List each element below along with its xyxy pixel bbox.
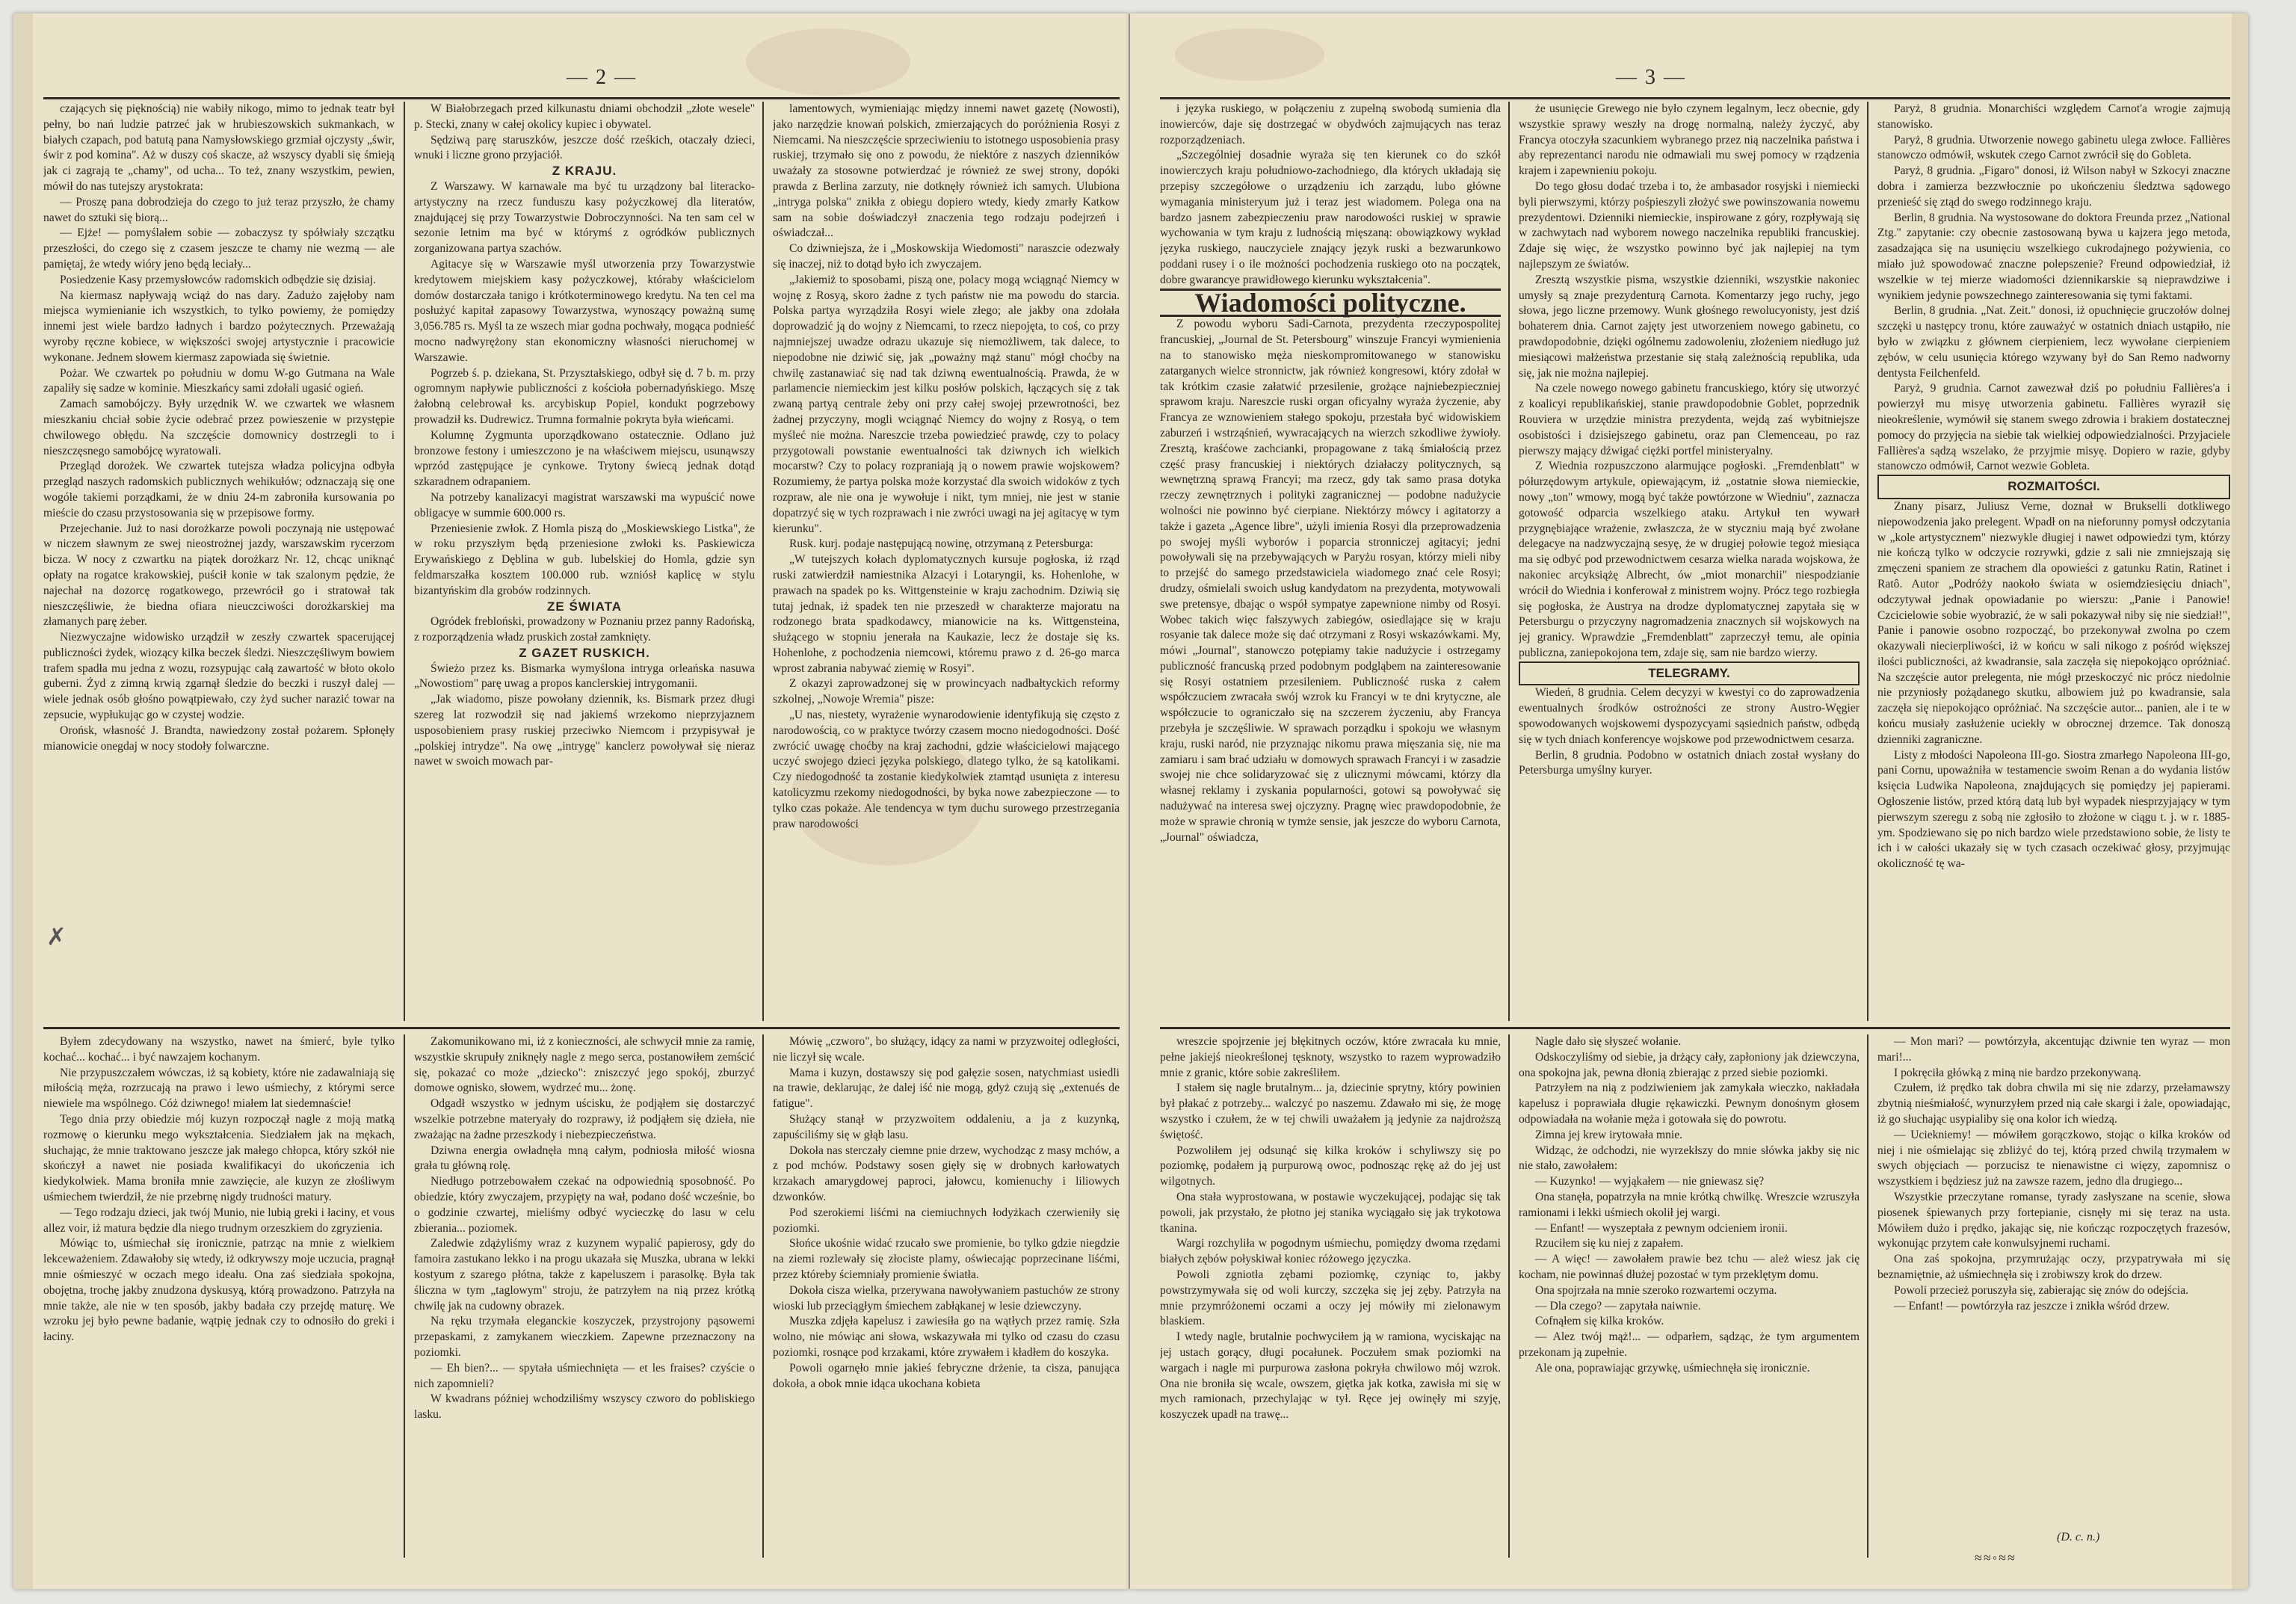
paragraph: Dziwna energia owładnęła mną całym, podniosła miłość wiosna grała tu główną rolę. <box>414 1144 755 1173</box>
paragraph: Na ręku trzymała eleganckie koszyczek, przystrojony pąsowemi przepaskami, z zamykanem wieczkiem. Zapewne przeznaczony na poziomki. <box>414 1315 755 1359</box>
header-rule <box>1160 97 2230 99</box>
section-heading: ZE ŚWIATA <box>547 599 622 614</box>
column-divider <box>1867 102 1868 1021</box>
paragraph: Niezwyczajne widowisko urządził w zeszły czwartek spacerującej publiczności żydek, wiozący kilka beczek śledzi. Nieszczęśliwym bowiem trafem spadła mu jedna z wozu, rozsypując całą zawartość w błoto okolo guberni. Żyd z zimną krwią zgarnął śledzie do beczki i ruszył dalej — wiele jednak osób głośno powątpiewało, czy żyd sucher narazić towar na zepsucie, wypłukując go w czystej wodzie. <box>43 631 395 722</box>
paragraph: Mówię „czworo", bo służący, idący za nami w przyzwoitej odległości, nie liczył się wcale. <box>773 1035 1120 1064</box>
paragraph: Ale ona, poprawiając grzywkę, uśmiechnęła się ironicznie. <box>1535 1361 1810 1375</box>
paragraph: Berlin, 8 grudnia. „Nat. Zeit." donosi, iż opuchnięcie gruczołów dolnej szczęki u następcy tronu, które zauważyć w ostatnich dniach ustąpiło, nie było w związku z głównem cierpieniem, lecz wywołane cierpieniem zębów, w celu usunięcia którego wzywany był do San Remo nadworny dentysta Feilchenfeld. <box>1877 304 2230 380</box>
paragraph: Z Warszawy. W karnawale ma być tu urządzony bal literacko-artystyczny na rzecz funduszu kasy pożyczkowej dla literatów, znajdującej się przy Towarzystwie Dobroczynności. Na ten sam cel w sezonie letnim ma być w którymś z ogródków publicznych zorganizowana partya szachów. <box>414 179 755 256</box>
left-page <box>13 13 1129 1589</box>
paragraph: Pozwoliłem jej odsunąć się kilka kroków i schyliwszy się po poziomkę, podałem ją purpurową owoc, podnosząc rękę aż do jej ust wilgotnych. <box>1160 1144 1501 1188</box>
feuilleton-column-3 <box>773 1034 1120 1558</box>
paragraph: Muszka zdjęła kapelusz i zawiesiła go na wątłych przez ramię. Szła wolno, nie mówiąc ani słowa, wskazywała mi tylko od czasu do czasu poziomki, rosnące pod krzakami, które zrywałem i kładłem do koszyka. <box>773 1315 1120 1359</box>
paragraph: wreszcie spojrzenie jej błękitnych oczów, które zwracała ku mnie, pełne jakiejś nieokreślonej tęsknoty, wszystko to razem wyprowadziło mnie z granic, które sobie zakreśliłem. <box>1160 1035 1501 1079</box>
column-divider <box>404 102 405 1021</box>
paragraph: Przejechanie. Już to nasi dorożkarze powoli poczynają nie ustępować w niczem sławnym ze swej nieostrożnej jazdy, warszawskim rycerzom bicza. W nocy z czwartku na piątek dorożkarz Nr. 12, chcąc uniknąć opłaty na rogatce krakowskiej, puścił konie w tak szalonym pędzie, że najechał na dozorcę rogatkowego, przewrócił go i stratował tak nieszczęśliwie, że biedna ofiara nieuczciwości dorożkarskiej ma złamanych parę żeber. <box>43 522 395 629</box>
paper-stain <box>1175 28 1324 81</box>
paragraph: Przegląd dorożek. We czwartek tutejsza władza policyjna odbyła przegląd naszych radomskich publicznych wehikułów; odznaczają się one wogóle takiemi porządkami, że w dniu 24-m zabroniła kursowania po mieście do czasu przystosowania się w przepisowe formy. <box>43 460 395 519</box>
paragraph: Pogrzeb ś. p. dziekana, St. Przyształskiego, odbył się d. 7 b. m. przy ogromnym napływie publiczności z kościoła pobernadyńskiego. Mszę żałobną celebrował ks. arcybiskup Popiel, kondukt pogrzebowy prowadził ks. Dudrewicz. Trumna formalnie pokryta była wieńcami. <box>414 366 755 426</box>
paragraph: Rusk. kurj. podaje następującą nowinę, otrzymaną z Petersburga: <box>789 537 1093 551</box>
feuilleton-column-2 <box>1519 1034 1860 1558</box>
column-divider <box>1508 102 1510 1021</box>
paragraph: Zresztą wszystkie pisma, wszystkie dzienniki, wszystkie nakoniec umysły są znaje prezydenturą Carnota. Komentarzy jego ruchy, jego słowa, jego liczne przemowy. Wunk głośnego rewolucyonisty, jest dziś bohaterem dnia. Carnot zajęty jest utworzeniem nowego gabinetu, co prawdopodobnie, dzięki ogólnemu zadowoleniu, złożeniem niedługo już miesiącowi małżeństwa przestanie się stałą zależnością republika, uda się, jak nie można najlepiej. <box>1519 273 1860 380</box>
paragraph: — Kuzynko! — wyjąkałem — nie gniewasz się? <box>1535 1175 1765 1188</box>
paragraph: Widząc, że odchodzi, nie wyrzekłszy do mnie słówka jakby się nic nie stało, zawołałem: <box>1519 1144 1860 1173</box>
paragraph: — Enfant! — wyszeptała z pewnym odcieniem ironii. <box>1535 1221 1788 1235</box>
paragraph: Zimna jej krew irytowała mnie. <box>1535 1128 1683 1141</box>
ink-mark-icon: ✗ <box>46 922 67 951</box>
feuilleton-column-1 <box>43 1034 395 1558</box>
paragraph: Mama i kuzyn, dostawszy się pod gałęzie sosen, natychmiast usiedli na trawie, deklarując, że dalej iść nie mogą, gdyż czują się „extenués de fatigue". <box>773 1066 1120 1111</box>
paragraph: Powoli przecież poruszyła się, zabierając się znów do odejścia. <box>1894 1283 2189 1297</box>
continuation-note: (D. c. n.) <box>2057 1531 2100 1543</box>
paragraph: I pokręciła główką z miną nie bardzo przekonywaną. <box>1894 1066 2141 1079</box>
paragraph: Pod szerokiemi liśćmi na ciemiuchnych łodyżkach czerwieniły się poziomki. <box>773 1206 1120 1235</box>
column-divider <box>762 1034 764 1558</box>
paragraph: Paryż, 9 grudnia. Carnot zawezwał dziś po południu Fallières'a i powierzył mu misyę utworzenia gabinetu. Fallières wyraził się nieokreślenie, wymówił się stanem swego zdrowia i brakiem dostatecznej pomocy do przyjęcia na siebie tak wielkiej odpowiedzialności. Przyjaciele Fallières'a sądzą wszelako, że przyjmie misyę. Dopiero w razie, gdyby stanowczo odmówił, Carnot wezwie Gobleta. <box>1877 382 2230 473</box>
column-divider <box>1508 1034 1510 1558</box>
article-column-3 <box>773 102 1120 1021</box>
paragraph: — Mon mari? — powtórzyła, akcentując dziwnie ten wyraz — mon mari!... <box>1877 1035 2230 1064</box>
paragraph: Tego dnia przy obiedzie mój kuzyn rozpoczął nagle z moją matką rozmowę o kierunku mego wykształcenia. Siedziałem jak na mękach, słuchając, że mnie traktowano jeszcze jak małego chłopca, który szkół nie skończył a nawet nie posiada kwalifikacyi do ukończenia ich kiedykolwiek. Mama broniła mnie zawzięcie, ale kuzyn ze złośliwym uśmiechem twierdził, że nie przebrnę nigdy trudności matury. <box>43 1112 395 1203</box>
section-heading: Z KRAJU. <box>552 164 617 179</box>
paragraph: — Ejże! — pomyślałem sobie — zobaczysz ty spółwiały szczątku przeszłości, do czego się z czasem jeszcze te chamy nie wezmą — ale pamiętaj, że wtedy wióry jeno będą leciały... <box>43 226 395 271</box>
paragraph: Dokoła cisza wielka, przerywana nawoływaniem pastuchów ze strony wioski lub przeciągłym śmiechem zabłąkanej w lesie dziewczyny. <box>773 1283 1120 1312</box>
paragraph: „U nas, niestety, wyrażenie wynarodowienie identyfikują się często z narodowością, co w praktyce twórzy czasem mocno niedogodności. Dość zwrócić uwagę choćby na kraj zachodni, gdzie właścicielowi mającego uczyć swojego dzieci języka polskiego, dlatego tylko, że są katolikami. Czy niedogodność ta zostanie kiedykolwiek ztamtąd usunięta z interesu katolicyzmu rzekomy niedogodności, by byka nowe zabezpieczone — to tylko czas pokaże. Ale tendencya w tym duchu surowego przestrzegania praw narodowości <box>773 709 1120 830</box>
page-number: — 2 — <box>567 66 637 89</box>
paragraph: Znany pisarz, Juliusz Verne, doznał w Brukselli dotkliwego niepowodzenia jako prelegent. Wpadł on na nieforunny pomysł odczytania w „kole artystycznem" niezwykle długiej i nawet odpowiedzi tym, którzy nie kończą tylko w odczycie rozrywki, gdzie z sali nie zmniejszają się zmęczeni spaniem ze strachem dla opowieści z gatunku Ratin, Ratinet i Ratô. Autor „Podróży naokoło świata w osiemdziesięciu dniach", odczytywał jednak opowiadanie po wierszu: „Panie i Panowie! Czcicielowie sobie wyobrazić, że w sali pokazywał niby się nie siedział!", Panie i panowie osobno rozpocząć, bo przekonywał zwolna po czem okazywali niecierpliwości, iż w końcu w sali nikogo z pośród większej ilości publiczności, aż kwadransie, sala zaczęła się niepokojąco opróżniać. Na szczęście autor prelegenta, nie mógł przeskoczyć nic prócz niedolnie nie przyniosły pożądanego skutku, albowiem już po kwadransie, sala zaczęła się niepokojąco opróżniać. Na szczęście autor... panien, ale i te w końcu musiały zasłużenie uciekły w obrocznej drzemce. Tak donoszą dzienniki zagraniczne. <box>1877 499 2230 746</box>
boxed-heading: ROZMAITOŚCI. <box>1877 475 2230 499</box>
paragraph: Paryż, 8 grudnia. „Figaro" donosi, iż Wilson nabył w Szkocyi znaczne dobra i zamierza bezzwłocznie po ukończeniu śledztwa sądowego przenieść się ztąd do swego rodzinnego kraju. <box>1877 164 2230 209</box>
paragraph: Kolumnę Zygmunta uporządkowano ostatecznie. Odlano już bronzowe festony i umieszczono je na właściwem miejscu, usunąwszy wprzód zastępujące je cynkowe. Trytony świecą jednak dotąd szkaradnem odrapaniem. <box>414 428 755 489</box>
paragraph: Nie przypuszczałem wówczas, iż są kobiety, które nie zadawalniają się miłością męża, rozrzucają na prawo i lewo uśmiechy, z którymi serce niewiele ma wspólnego. Cóż dziwnego! miałem lat siedemnaście! <box>43 1066 395 1111</box>
paragraph: Niedługo potrzebowałem czekać na odpowiednią sposobność. Po obiedzie, który zwyczajem, przypięty na wał, podano dość wcześnie, bo o godzinie czwartej, mieliśmy odbyć wycieczkę do lasu w celu zbierania... poziomek. <box>414 1175 755 1235</box>
paragraph: Z okazyi zaprowadzonej się w prowincyach nadbałtyckich reformy szkolnej, „Nowoje Wremia" pisze: <box>773 677 1120 706</box>
end-ornament: ≈≈◦≈≈ <box>1975 1550 2016 1565</box>
paragraph: Wargi rozchyliła w pogodnym uśmiechu, pomiędzy dwoma rzędami białych zębów połyskiwał koniec różowego języczka. <box>1160 1237 1501 1266</box>
paragraph: Berlin, 8 grudnia. Na wystosowane do doktora Freunda przez „National Ztg." zapytanie: czy obecnie zastosowaną bywa u kajzera jego metoda, zasadzająca się na usunięciu wszelkiego cukrodajnego pożywienia, co miało już spowodować znaczne polepszenie? Freund odpowiedział, iż wszelkie w tej mierze wiadomości dziennikarskie są nieprawdziwe i wynikiem jedynie powszechnego zainteresowania się tymi faktami. <box>1877 211 2230 302</box>
column-divider <box>404 1034 405 1558</box>
paragraph: Zaledwie zdążyliśmy wraz z kuzynem wypalić papierosy, gdy do famoira zastukano lekko i na progu ukazała się Muszka, ubrana w lekki kostyum z szarego płótna, także z kapeluszem i parasolkę. Była tak śliczna w tym „taglowym" stroju, że patrzyłem na nią przez krótką chwilę jak na cudowny obrazek. <box>414 1237 755 1312</box>
paragraph: Powoli ogarnęło mnie jakieś febryczne drżenie, ta cisza, panująca dokoła, a obok mnie idąca ukochana kobieta <box>773 1361 1120 1390</box>
paragraph: Patrzyłem na nią z podziwieniem jak zamykała wieczko, nakładała kapelusz i poprawiała długie rękawiczki. Pewnym donośnym głosem odpowiadała na wołanie męża i gotowała się do powrotu. <box>1519 1082 1860 1126</box>
paragraph: Na kiermasz napływają wciąż do nas dary. Zadużo zajęłoby nam miejsca wymienianie ich wszystkich, to tylko powiemy, że pomiędzy innemi jest wiele bardzo ładnych i bardzo pożytecznych. Przeważają wyroby ręczne kobiece, w większości swojej artystycznie i pracowicie wykonane. Jednem słowem kiermasz zapowiada się świetnie. <box>43 289 395 364</box>
paragraph: Na potrzeby kanalizacyi magistrat warszawski ma wypuścić nowe obligacye w summie 600.000 rs. <box>414 490 755 519</box>
paragraph: Służący stanął w przyzwoitem oddaleniu, a ja z kuzynką, zapuściliśmy się w głąb lasu. <box>773 1112 1120 1141</box>
paragraph: Świeżo przez ks. Bismarka wymyślona intryga orleańska nasuwa „Nowostiom" parę uwag a propos kanclerskiej intrygomanii. <box>414 661 755 691</box>
feuilleton-rule <box>43 1027 1120 1029</box>
paragraph: Mówiąc to, uśmiechał się ironicznie, patrząc na mnie z wielkiem lekceważeniem. Zdawałoby się wtedy, iż odkrywszy moje uczucia, pragnął mnie ośmieszyć w oczach mego ideału. Ona zaś siedziała spokojna, obojętna, trochę jakby znudzona dyskusyą, którą prowadzono. Patrzyła na mnie także, ale nie w ten sposób, jakby badała czy przejdę maturę. We wzroku jej było pewne badanie, wątpię jednak czy to odnosiło do greki i łaciny. <box>43 1237 395 1344</box>
feuilleton-rule <box>1160 1027 2230 1029</box>
paragraph: Agitacye się w Warszawie myśl utworzenia przy Towarzystwie kredytowem miejskiem kasy pożyczkowej, któraby właścicielom domów dostarczała tanigo i krótkoterminowego kredytu. Na ten cel ma posłużyć kapitał zapasowy Towarzystwa, wynoszący poważną sumę 3,056.785 rs. Myśl ta ze wszech miar godna pochwały, mogąca podnieść mocno nadwyrężony stan ekonomiczny własności nieruchomej w Warszawie. <box>414 257 755 364</box>
article-column-1 <box>43 102 395 1021</box>
paragraph: Nagle dało się słyszeć wołanie. <box>1535 1035 1682 1048</box>
column-divider <box>762 102 764 1021</box>
feuilleton-column-3 <box>1877 1034 2230 1528</box>
paragraph: Paryż, 8 grudnia. Utworzenie nowego gabinetu ulega zwłoce. Fallières stanowczo odmówił, wskutek czego Carnot zwrócił się do Gobleta. <box>1877 133 2230 162</box>
paragraph: Z Wiednia rozpuszczono alarmujące pogłoski. „Fremdenblatt" w półurzędowym artykule, opiewającym, iż „ostatnie słowa niemieckie, nowy „ton" wmowy, mogą być także powtórzone w Wiedniu", zaznacza gotowość odparcia wszelkiego ataku. Artykuł ten wywarł przygnębiające wrażenie, zwłaszcza, że w styczniu mają być zwołane delegacye na nadzwyczajną sesyę, że w drugiej połowie tegoż miesiąca ma się odbyć pod przewodnictwem cesarza wielka narada wojskowa, że nakoniec arcyksiążę Albrecht, ów „miot monarchii" niespodzianie wrócił do Wiednia i konferował z ministrem wojny. Prócz tego rozbiegła się pogłoska, że Austrya na drodze dyplomatycznej zapytała się w Petersburgu o przyczyny nagromadzenia znacznych sił wojskowych na jej granicy. Wprawdzie „Fremdenblatt" zaprzeczył temu, ale opinia publiczna, zaniepokojona tem, zdaje się, sam nie bardzo wierzy. <box>1519 460 1860 659</box>
paragraph: I stałem się nagle brutalnym... ja, dziecinie sprytny, który powinien był płakać z potrzeby... walczyć po naszemu. Zdawało mi się, że mogę wszystko i czułem, że w tej chwili uważałem ją jedynie za najdroższą świętość. <box>1160 1082 1501 1141</box>
paragraph: Sędziwą parę staruszków, jeszcze dość rześkich, otaczały dzieci, wnuki i liczne grono przyjaciół. <box>414 133 755 162</box>
left-page-edge <box>13 13 33 1589</box>
paragraph: „W tutejszych kołach dyplomatycznych kursuje pogłoska, iż rząd ruski zatwierdził namiestnika Alzacyi i Lotaryngii, ks. Hohenlohe, w prawach na spadek po ks. Wittgensteinie w kraju zachodnim. Dziwią się tutaj jednak, iż spadek ten nie przeszedł w charakterze majoratu na rodzonego brata spadkodawcy, mianowicie na ks. Wittgensteina, służącego w stopniu jenerała na Kaukazie, lecz że dostaje się ks. Hohenlohe, z pochodzenia niemcowi, któremu prawo z d. 26-go marca wprost zabrania nabywać ziemię w Rosyi". <box>773 553 1120 675</box>
paragraph: Ona spojrzała na mnie szeroko rozwartemi oczyma. <box>1535 1283 1777 1297</box>
paragraph: Zakomunikowano mi, iż z konieczności, ale schwycił mnie za ramię, wszystkie skrupuły zniknęły nagle z mego serca, postanowiłem zemścić się, pokazać co może „dziecko": zniszczyć jego spokój, zburzyć domowe ognisko, słowem, wydrzeć mu... żonę. <box>414 1035 755 1095</box>
paragraph: Pożar. We czwartek po południu w domu W-go Gutmana na Wale zapaliły się sadze w kominie. Mieszkańcy sami zdołali ugasić ogień. <box>43 366 395 395</box>
right-page-edge <box>2232 13 2248 1589</box>
right-page <box>1130 13 2248 1589</box>
paragraph: — A więc! — zawołałem prawie bez tchu — ależ wiesz jak cię kocham, nie powinnaś dłużej pozostać w tym przeklętym domu. <box>1519 1253 1860 1281</box>
article-column-1 <box>1160 102 1501 1021</box>
paragraph: — Eh bien?... — spytała uśmiechnięta — et les fraises? czyście o nich zapomnieli? <box>414 1361 755 1390</box>
boxed-heading: TELEGRAMY. <box>1519 661 1860 686</box>
paragraph: Berlin, 8 grudnia. Podobno w ostatnich dniach został wysłany do Petersburga umyślny kuryer. <box>1519 748 1860 777</box>
article-column-3 <box>1877 102 2230 1021</box>
paragraph: Ona zaś spokojna, przymrużając oczy, przypatrywała mi się beznamiętnie, aż uśmiechnęła się i zrobiwszy krok do drzew. <box>1877 1253 2230 1281</box>
paragraph: Odskoczyliśmy od siebie, ja drżący cały, zapłoniony jak dziewczyna, ona spokojna jak, pewna dłonią zbierając z przed siebie poziomki. <box>1519 1050 1860 1079</box>
feuilleton-column-1 <box>1160 1034 1501 1558</box>
paragraph: Z powodu wyboru Sadi-Carnota, prezydenta rzeczypospolitej francuskiej, „Journal de St. Petersbourg" winszuje Francyi wymienienia na to stanowisko męża nieskompromitowanego w stanowisku zatarganych wielce stronnictw, jak również kongresowi, który zdołał w tak krótkim czasie załatwić przesilenie, grożące najniebezpieczniej sprawom kraju. Nareszcie ruski organ oficyalny wyraża życzenie, aby Francya ze wznowieniem stałego spokoju, przestała być widowiskiem zaburzeń i wstrząśnień, wywracających na wierzch szkodliwe żywioły. Zresztą, kraśćowe zachcianki, propagowane z taką śmiałością przez część prasy francuskiej i niektórych działaczy politycznych, są wewnętrzną sprawą Francyi; ma rzecz, gdy tak samo prasa dotyka rzeczy zewnętrznych i polityki zagranicznej — podobne nadużycie wolności nie powinno być cierpiane. Niektórzy mówcy i agitatorzy a także i gazeta „Agence libre", użyli imienia Rosyi dla przeprowadzenia po swojej myśli wyborów i poparcia stronniczej agitacyi; jedni powoływali się na przebywających w Paryżu rosyan, którzy mieli niby to przejść do samego przedstawiciela wiadomego znać cele Rosyi; drudzy, ośmielali swoich usług kandydatom na prezydenta, motywowali swe pretensye, dbając o współ sympatye zapewnione nimby od Rosyi. Wobec takich więc fałszywych zabiegów, osiedlające się w kraju rosyanie tak dalece może się dać otrzymani z Rosyi wskazówkami. My, mówi „Journal", stanowczo potępiamy takie nadużycie i ostrzegamy publiczność francuską przed podobnym podgląbem na zainteresowanie się Rosyi ostatniem przesileniem. Publiczność ruska z całem współczuciem zwracała swój wzrok ku Francyi w te dni krytyczne, ale współczucie to ograniczało się na szczerem życzeniu, aby Francya przebyła je szczęśliwie. W sprawach porządku i spokoju we własnym kraju, ruski naród, nie przyznając nikomu prawa mięszania się, nie ma zamiaru i sam brać udziału w domowych sprawach Francyi i w zasadzie swojej nie chce solidaryzować się z ulicznymi mówcami, którzy dla własnej reklamy i zyskania popularności, gotowi są powoływać się nadużywać na interesa swej ojczyzny. Pragnę wiec prawdopodobnie, że może w sprawie chronią w tymże sensie, jak jeszcze do wyboru Carnota, „Journal" oświadcza, <box>1160 318 1501 844</box>
paragraph: I wtedy nagle, brutalnie pochwyciłem ją w ramiona, wyciskając na jej ustach gorący, długi pocałunek. Poczułem smak poziomki na wargach i nagle mi purpurowa zasłona pokryła chwilowo mój wzrok. Ona nie broniła się wcale, owszem, giętka jak kotka, zawisła mi się w mych ramionach, przechylając w tył. Ręce jej owinęły mi szyję, koszyczek upadł na trawę... <box>1160 1330 1501 1422</box>
paragraph: — Enfant! — powtórzyła raz jeszcze i znikła wśród drzew. <box>1894 1299 2170 1312</box>
paragraph: Powoli zgniotła zębami poziomkę, czyniąc to, jakby powstrzymywała się od woli kurczy, szczęka się jej zęby. Patrzyła na mnie przymróżonemi oczami a oczy jej mówiły mi zielonawym blaskiem. <box>1160 1268 1501 1328</box>
header-rule <box>43 97 1120 99</box>
paragraph: Rzuciłem się ku niej z zapałem. <box>1535 1237 1684 1250</box>
paragraph: lamentowych, wymieniając między innemi nawet gazetę (Nowosti), jako narzędzie knowań polskich, zmierzających do poróżnienia Rosyi z Niemcami. Na nieszczęście sprzeciwieniu to istotnego usposobienia prasy ruskiej, trzymało się ono z powodu, że niektóre z naszych dzienników uważały za stosowne potwierdzać je również ze swej strony, dopóki prawda z Berlina zarzuty, nie dotknęły również ich samych. Ulubiona „intryga polska" znikła z obiegu dopiero wtedy, kiedy zmarły Katkow sam na sobie doświadczył znaczenia tego rodzaju podejrzeń i oświadczał... <box>773 102 1120 240</box>
paragraph: Odgadł wszystko w jednym uścisku, że podjąłem się dostarczyć wszelkie potrzebne materyały do rozprawy, iż podjąłem się dzieła, nie zważając na żadne przeszkody i niebezpieczeństwa. <box>414 1097 755 1141</box>
paragraph: i języka ruskiego, w połączeniu z zupełną swobodą sumienia dla inowierców, daje się dostrzegać w obydwóch zajmujących nas teraz rozporządzeniach. <box>1160 102 1501 146</box>
paragraph: — Tego rodzaju dzieci, jak twój Munio, nie lubią greki i łaciny, et vous allez voir, iż matura będzie dla niego trudnym orzeszkiem do zgryzienia. <box>43 1206 395 1235</box>
paragraph: W kwadrans później wchodziliśmy wszyscy czworo do pobliskiego lasku. <box>414 1392 755 1422</box>
paragraph: W Białobrzegach przed kilkunastu dniami obchodził „złote wesele" p. Stecki, znany w całej okolicy kupiec i obywatel. <box>414 102 755 131</box>
feuilleton-column-2 <box>414 1034 755 1558</box>
paragraph: Ogródek frebloński, prowadzony w Poznaniu przez panny Radońską, z rozporządzenia władz pruskich został zamknięty. <box>414 615 755 644</box>
paragraph: „Jakiemiż to sposobami, piszą one, polacy mogą wciągnąć Niemcy w wojnę z Rosyą, skoro żadne z tych państw nie ma powodu do starcia. Polska partya wyrządziła Rosyi wiele złego; ale jakby ona zdołała doprowadzić ją do wojny z Niemcami, to rzecz niepojęta, to coś, co przy najmniejszej uwadze odrazu ukazuje się niemożliwem, tak dalece, to niepodobne nie dziwić się, jak „poważny mąż stanu" mógł choćby na chwilę zastanawiać się nad tak dziwną ewentualnością. Prawda, że w parlamencie niemieckim jest kilku posłów polskich, łączących się z tak zwaną partyą centrale żeby oni przy całej swojej przewrotności, bez żadnej przyczyny, mogli wciągnąć Niemcy do wojny z Rosyą, o tem myśleć nie można. Nareszcie trzeba powiedzieć prawdę, czy to polacy przygotowali powstanie ewentualności tak dziwnych ich wielkich mocarstw? Czy to polacy rozpraniają ją o nowem prawie wojskowem? Rozumiemy, że partya polska może korzystać dla swoich widoków z tych rozpraw, ale nie ona je wywołuje i nikt, tym mniej, nie jest w stanie dopatrzyć się w tych rozprawach i nie zwróci uwagi na jej agitacyę w tym kierunku". <box>773 273 1120 535</box>
paragraph: Byłem zdecydowany na wszystko, nawet na śmierć, byle tylko kochać... kochać... i być nawzajem kochanym. <box>43 1035 395 1064</box>
paragraph: Dokoła nas sterczały ciemne pnie drzew, wychodząc z masy mchów, a z pod mchów. Podstawy sosen gięły się w drobnych karłowatych krzakach amarygdowej paproci, jałowcu, komienuchy i liliowych dzwonków. <box>773 1144 1120 1203</box>
paragraph: Cofnąłem się kilka kroków. <box>1535 1315 1664 1328</box>
paragraph: „Jak wiadomo, pisze powołany dziennik, ks. Bismark przez długi szereg lat rozwodził się nad jakiemś wrzekomo nieprzyjaznem usposobieniem prasy ruskiej przeciwko Niemcom i przypisywał je „polskiej intrydze". Na owę „intrygę" kanclerz powoływał się nieraz nawet w swoich mowach par- <box>414 693 755 768</box>
paragraph: Zamach samobójczy. Były urzędnik W. we czwartek we własnem mieszkaniu chciał sobie życie odebrać przez powieszenie w przystępie chwilowego obłędu. Na szczęście domownicy dostrzegli to i nieszczęsnego samobójcę wyratowali. <box>43 398 395 457</box>
paragraph: — Alez twój mąż!... — odparłem, sądząc, że tym argumentem przekonam ją zupełnie. <box>1519 1330 1860 1359</box>
paragraph: Ona stanęła, popatrzyła na mnie krótką chwilkę. Wreszcie wzruszyła ramionami i lekki uśmiech okolił jej wargi. <box>1519 1190 1860 1219</box>
paragraph: Orońsk, własność J. Brandta, nawiedzony został pożarem. Spłonęły mianowicie onegdaj w nocy stodoły folwarczne. <box>43 724 395 753</box>
paragraph: że usunięcie Grewego nie było czynem legalnym, lecz obecnie, gdy wszystkie sprawy weszły na drogę normalną, należy życzyć, aby Francya otoczyła szacunkiem wybranego przez nią naczelnika państwa i aby reprezentanci narodu nie odmawiali mu swej pomocy w rządzenia krajem i zapewnieniu pokoju. <box>1519 102 1860 178</box>
paragraph: Wiedeń, 8 grudnia. Celem decyzyi w kwestyi co do zaprowadzenia ewentualnych środków ostrożności ze strony Austro-Węgier spowodowanych wojskowemi dyspozycyami sąsiednich państw, odbędą się w tych dniach konferencye wojskowe pod przewodnictwem cesarza. <box>1519 686 1860 746</box>
paragraph: — Uciekniemy! — mówiłem gorączkowo, stojąc o kilka kroków od niej i nie ośmielając się zbliżyć do tej, którą przed chwilą trzymałem w swych objęciach — porzucisz te nienawistne ci więzy, zapomnisz o wszystkiem i będziesz już na zawsze razem, jedno dla drugiego... <box>1877 1128 2230 1188</box>
paragraph: czających się pięknością) nie wabiły nikogo, mimo to jednak teatr był pełny, bo nań ludzie patrzeć jak w hrubieszowskich sukmankach, w białych czapach, pod batutą pana Namysłowskiego grzmiał ojczysty „świr, świr z pod komina". Aż w duszy coś skacze, aż wszyscy dyabli się śmieją jak ci zagrają te „chamy", od ucha... To też, znany wszystkim, pewien, mówił do nas tutejszy arystokrata: <box>43 102 395 193</box>
paragraph: Do tego głosu dodać trzeba i to, że ambasador rosyjski i niemiecki byli pierwszymi, którzy pośpieszyli złożyć swe powinszowania nowemu prezydentowi. Dzienniki niemieckie, inspirowane z góry, rozpływają się w zachwytach nad wyborem nowego naczelnika republiki francuskiej. Zdaje się więc, że wszystko powinno być jak najlepiej na tym najlepszym ze światów. <box>1519 179 1860 271</box>
page-number: — 3 — <box>1616 66 1686 89</box>
paragraph: Listy z młodości Napoleona III-go. Siostra zmarłego Napoleona III-go, pani Cornu, upoważniła w testamencie swoim Renan a do wydania listów księcia Ludwika Napoleona, znajdujących się pomiędzy jej papierami. Ogłoszenie listów, przed którą datą lub był wypadek niesprzyjający w tym pierwszym szeregu z sobą nie zgłosiło to złożone w ciągu t. j. w r. 1885-ym. Spodziewano się po nich bardzo wiele przedstawiono sobie, że listy te ich i w całości ukazały się w tych czasach oczekiwać głosy, przyjmując okoliczność tę wa- <box>1877 748 2230 871</box>
paragraph: — Proszę pana dobrodzieja do czego to już teraz przyszło, że chamy nawet do sztuki się biorą... <box>43 195 395 224</box>
paper-stain <box>746 28 910 96</box>
paragraph: — Dla czego? — zapytała naiwnie. <box>1535 1299 1701 1312</box>
paragraph: Co dziwniejsza, że i „Moskowskija Wiedomosti" naraszcie odezwały się inaczej, niż to dotąd było ich zwyczajem. <box>773 242 1120 271</box>
paragraph: Przeniesienie zwłok. Z Homla piszą do „Moskiewskiego Listka", że w roku przyszłym będą przeniesione zwłoki ks. Paskiewicza Erywańskiego z Dęblina w gub. lubelskiej do Homla, gdzie syn feldmarszałka kosztem 100.000 rub. wzniósł kaplicę w stylu bizantyńskim dla grobów rodzinnych. <box>414 522 755 597</box>
paragraph: Posiedzenie Kasy przemysłowców radomskich odbędzie się dzisiaj. <box>60 273 377 286</box>
column-divider <box>1867 1034 1868 1558</box>
article-column-2 <box>1519 102 1860 1021</box>
paragraph: Na czele nowego nowego gabinetu francuskiego, który się utworzyć z koalicyi republikańskiej, stanie prawdopodobnie Goblet, poprzednik Rouviera w urzędzie ministra prezydenta, wejdą zaś wybitniejsze osobistości i dzisiejszego gabinetu, oraz pan Clemenceau, po raz pierwszy mający dźwigać ciężki portfel ministeryalny. <box>1519 382 1860 457</box>
paragraph: Czułem, iż prędko tak dobra chwila mi się nie zdarzy, przełamawszy zbytnią nieśmiałość, wynurzyłem przed nią całe skargi i żale, opowiadając, iż go słuchając usypialiby się ona kolor ich wiedzą. <box>1877 1082 2230 1126</box>
paragraph: Wszystkie przeczytane romanse, tyrady zasłyszane na scenie, słowa piosenek śpiewanych przy fortepianie, cisnęły mi się teraz na usta. Mówiłem dużo i prędko, jakając się, nie kończąc rozpoczętych frazesów, wykonując przytem całe konwulsyjnemi ruchami. <box>1877 1190 2230 1250</box>
paragraph: Słońce ukośnie widać rzucało swe promienie, bo tylko gdzie niegdzie na ziemi rozlewały się złociste plamy, oświecając poprzecinane liśćmi, przez któreby ściemniały promienie światła. <box>773 1237 1120 1281</box>
paragraph: Ona stała wyprostowana, w postawie wyczekującej, podając się tak powoli, jak przystało, że płotno jej stanika wyciągało się jak trykotowa tkanina. <box>1160 1190 1501 1235</box>
section-heading: Z GAZET RUSKICH. <box>519 645 650 660</box>
article-column-2 <box>414 102 755 1021</box>
paragraph: „Szczególniej dosadnie wyraża się ten kierunek co do szkół inowierczych kraju południowo-zachodniego, dla których układają się przepisy szczegółowe o urządzeniu ich zarządu, lubo główne wymagania ministeryum już i teraz jest wiadomem. Polega ona na bardzo jasnem zabezpieczeniu praw narodowości ruskiej w sprawie wychowania w tym kraju z ludnością mięszaną: obowiązkowy wykład języka ruskiego, nauczyciele znający język ruski a bezwarunkowo poddani rusey i o ile możności pochodzenia ruskiego oto na początek, dobre gwarancye prawidłowego kierunku wykształcenia". <box>1160 149 1501 286</box>
paragraph: Paryż, 8 grudnia. Monarchiści względem Carnot'a wrogie zajmują stanowisko. <box>1877 102 2230 131</box>
section-title: Wiadomości polityczne. <box>1160 289 1501 318</box>
